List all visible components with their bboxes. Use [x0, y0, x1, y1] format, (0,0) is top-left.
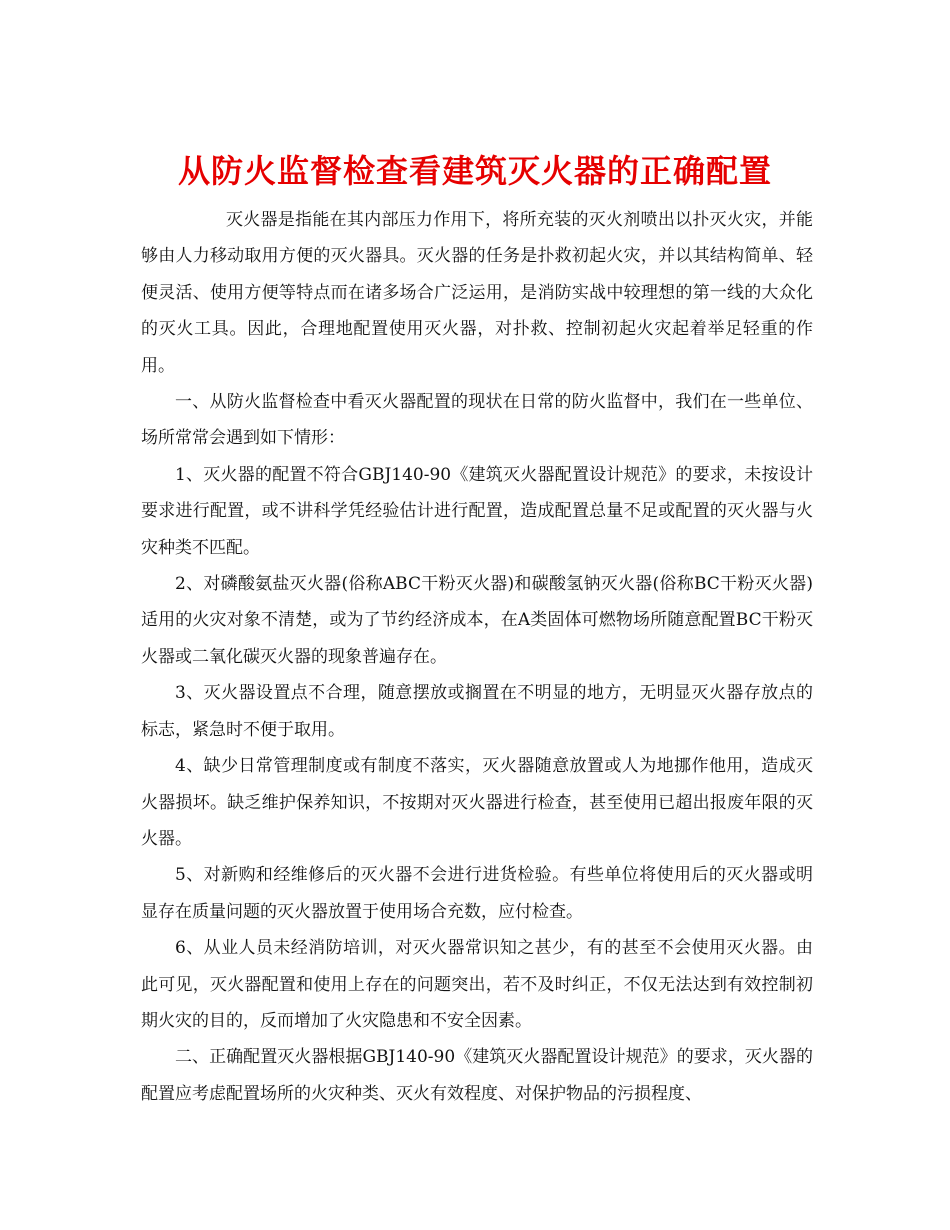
paragraph-item-3: 3、灭火器设置点不合理，随意摆放或搁置在不明显的地方，无明显灭火器存放点的标志，紧急时不便于取用。	[141, 683, 813, 740]
document-body	[141, 202, 813, 1112]
paragraph-item-6: 6、从业人员未经消防培训，对灭火器常识知之甚少，有的甚至不会使用灭火器。由此可见，灭火器配置和使用上存在的问题突出，若不及时纠正，不仅无法达到有效控制初期火灾的目的，反而增加了火灾隐患和不安全因素。	[141, 938, 813, 1031]
paragraph-item-5: 5、对新购和经维修后的灭火器不会进行进货检验。有些单位将使用后的灭火器或明显存在质量问题的灭火器放置于使用场合充数，应付检查。	[141, 865, 813, 922]
paragraph-item-1: 1、灭火器的配置不符合GBJ140-90《建筑灭火器配置设计规范》的要求，未按设计要求进行配置，或不讲科学凭经验估计进行配置，造成配置总量不足或配置的灭火器与火灾种类不匹配。	[141, 464, 813, 558]
paragraph-item-4: 4、缺少日常管理制度或有制度不落实，灭火器随意放置或人为地挪作他用，造成灭火器损坏。缺乏维护保养知识，不按期对灭火器进行检查，甚至使用已超出报废年限的灭火器。	[141, 756, 813, 849]
paragraph-section-2-heading: 二、正确配置灭火器根据GBJ140-90《建筑灭火器配置设计规范》的要求，灭火器的配置应考虑配置场所的火灾种类、灭火有效程度、对保护物品的污损程度、	[141, 1047, 813, 1104]
paragraph-section-1-heading: 一、从防火监督检查中看灭火器配置的现状在日常的防火监督中，我们在一些单位、场所常常会遇到如下情形：	[141, 392, 813, 449]
paragraph-item-2: 2、对磷酸氨盐灭火器(俗称ABC干粉灭火器)和碳酸氢钠灭火器(俗称BC干粉灭火器)适用的火灾对象不清楚，或为了节约经济成本，在A类固体可燃物场所随意配置BC干粉灭火器或二氧化碳灭火器的现象普遍存在。	[141, 574, 813, 667]
document-title: 从防火监督检查看建筑灭火器的正确配置	[177, 152, 772, 191]
paragraph-intro: 灭火器是指能在其内部压力作用下，将所充装的灭火剂喷出以扑灭火灾，并能够由人力移动取用方便的灭火器具。灭火器的任务是扑救初起火灾，并以其结构简单、轻便灵活、使用方便等特点而在诸多场合广泛运用，是消防实战中较理想的第一线的大众化的灭火工具。因此，合理地配置使用灭火器，对扑救、控制初起火灾起着举足轻重的作用。	[141, 210, 813, 376]
